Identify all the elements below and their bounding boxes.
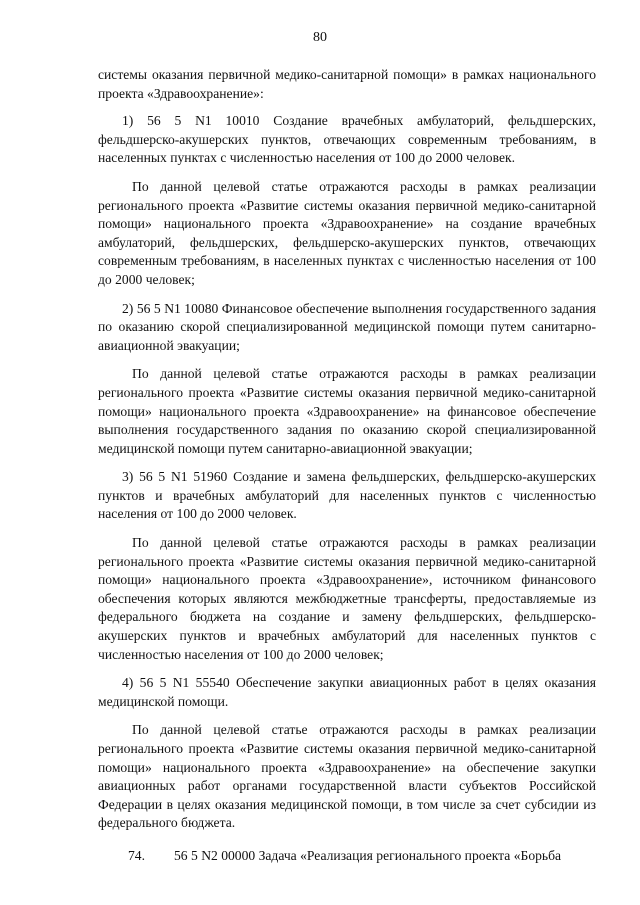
description-4-paragraph: По данной целевой статье отражаются расходы в рамках реализации регионального проекта «Развитие системы оказания первичной медико-санитарной помощи» национального проекта «Здравоохранение» на обеспечение закупки авиационных работ органами государственной власти субъектов Российской Федерации в целях оказания медицинской помощи, в том числе за счет субсидии из федерального бюджета.: [98, 722, 596, 831]
item-1-paragraph: 1) 56 5 N1 10010 Создание врачебных амбулаторий, фельдшерских, фельдшерско-акушерских пунктов, отвечающих современным требованиям, в населенных пунктах с численностью населения от 100 до 2000 человек.: [98, 113, 596, 166]
description-2-paragraph: По данной целевой статье отражаются расходы в рамках реализации регионального проекта «Развитие системы оказания первичной медико-санитарной помощи» национального проекта «Здравоохранение» на финансовое обеспечение выполнения государственного задания по оказанию скорой специализированной медицинской помощи путем санитарно-авиационной эвакуации;: [98, 366, 596, 456]
item-2-paragraph: 2) 56 5 N1 10080 Финансовое обеспечение выполнения государственного задания по оказанию скорой специализированной медицинской помощи путем санитарно-авиационной эвакуации;: [98, 300, 596, 353]
document-body: [98, 66, 596, 866]
item-3-paragraph: 3) 56 5 N1 51960 Создание и замена фельдшерских, фельдшерско-акушерских пунктов и врачебных амбулаторий для населенных пунктов с численностью населения от 100 до 2000 человек.: [98, 469, 596, 522]
item-4-paragraph: 4) 56 5 N1 55540 Обеспечение закупки авиационных работ в целях оказания медицинской помощи.: [98, 675, 596, 709]
section-number: 74.: [128, 847, 145, 863]
intro-paragraph: системы оказания первичной медико-санитарной помощи» в рамках национального проекта «Здравоохранение»:: [98, 67, 596, 101]
section-title: 56 5 N2 00000 Задача «Реализация регионального проекта «Борьба: [174, 847, 562, 863]
section-74-heading: [98, 847, 596, 866]
description-3-paragraph: По данной целевой статье отражаются расходы в рамках реализации регионального проекта «Развитие системы оказания первичной медико-санитарной помощи» национального проекта «Здравоохранение», источником финансового обеспечения которых являются межбюджетные трансферты, предоставляемые из федерального бюджета на создание и замену фельдшерских, фельдшерско-акушерских пунктов и врачебных амбулаторий для населенных пунктов с численностью населения от 100 до 2000 человек;: [98, 535, 596, 662]
page-number: 80: [313, 30, 327, 45]
description-1-paragraph: По данной целевой статье отражаются расходы в рамках реализации регионального проекта «Развитие системы оказания первичной медико-санитарной помощи» национального проекта «Здравоохранение» на создание врачебных амбулаторий, фельдшерских, фельдшерско-акушерских пунктов, отвечающих современным требованиям, в населенных пунктах с численностью населения от 100 до 2000 человек;: [98, 178, 596, 287]
